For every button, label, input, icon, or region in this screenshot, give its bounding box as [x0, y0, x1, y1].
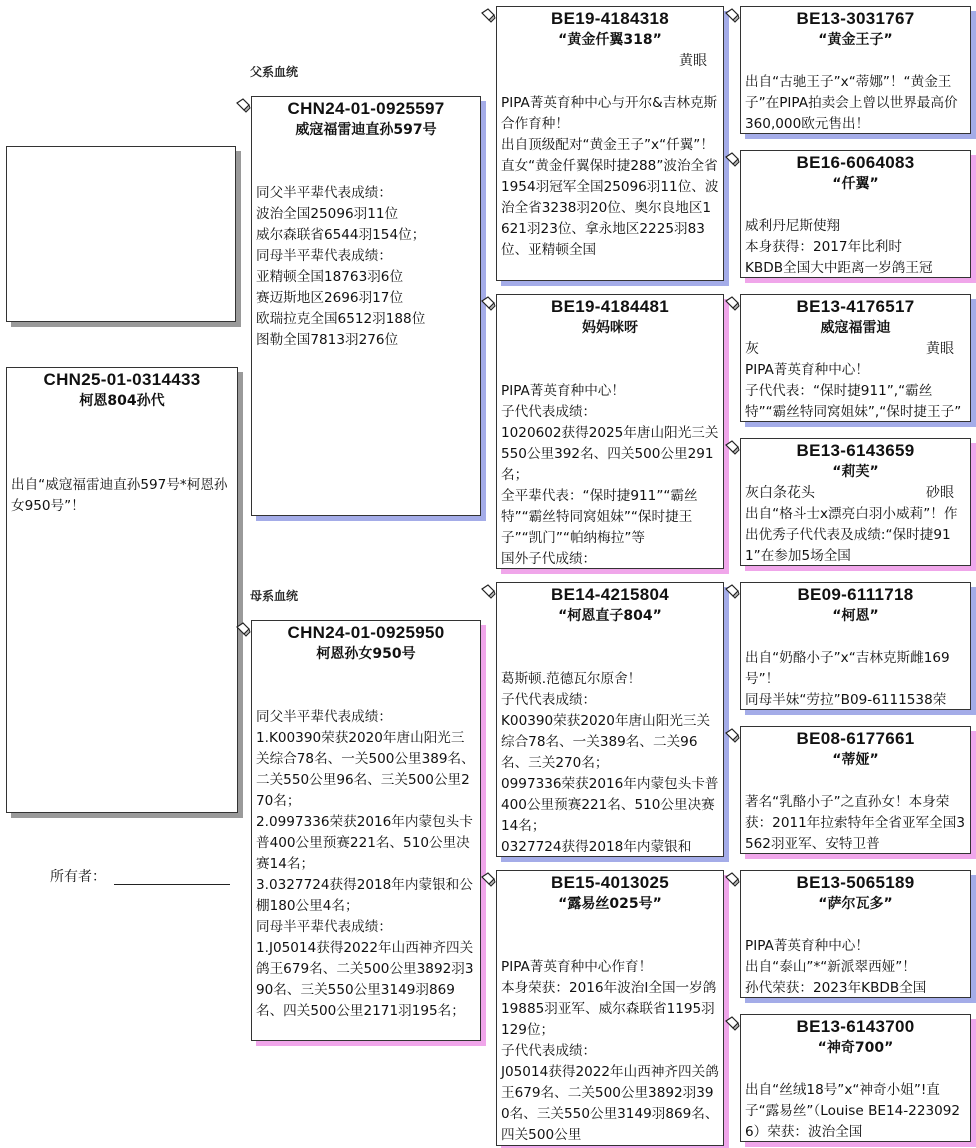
- card-notes: [256, 707, 476, 1022]
- edit-icon[interactable]: [235, 621, 251, 637]
- card-notes: [745, 216, 966, 278]
- pedigree-card-subject[interactable]: [6, 367, 238, 813]
- ring-number: BE19-4184318: [551, 9, 669, 28]
- edit-icon[interactable]: [480, 871, 496, 887]
- card-notes: [745, 1080, 966, 1142]
- pigeon-name: “黄金王子”: [818, 32, 893, 48]
- ring-number: BE08-6177661: [796, 729, 915, 748]
- note-line: 0997336荣获2016年内蒙包头卡普400公里预赛221名、510公里决赛14名；: [501, 776, 719, 834]
- ring-number: BE15-4013025: [551, 873, 669, 892]
- card-notes: [745, 360, 966, 422]
- note-line: 出自“威寇福雷迪直孙597号*柯恩孙女950号”！: [11, 477, 228, 514]
- card-notes: [11, 475, 233, 517]
- note-line: 1.J05014获得2022年山西神齐四关鸽王679名、二关500公里3892羽390名、三关550公里3149羽869名、四关500公里2171羽195名；: [256, 940, 474, 1019]
- pedigree-card-dss[interactable]: [740, 582, 971, 710]
- edit-icon[interactable]: [480, 7, 496, 23]
- pigeon-photo-placeholder: [6, 146, 236, 322]
- note-line: 子代代表成绩：: [501, 692, 597, 708]
- card-notes: [745, 504, 966, 566]
- note-line: PIPA菁英育种中心与开尔&吉林克斯合作育种！: [501, 95, 718, 132]
- pedigree-card-sss[interactable]: [740, 6, 971, 134]
- ring-number: BE16-6064083: [796, 153, 915, 172]
- note-line: 同母半平辈代表成绩：: [256, 248, 392, 264]
- edit-icon[interactable]: [724, 1015, 740, 1031]
- pigeon-name: 柯恩孙女950号: [316, 646, 416, 662]
- note-line: 0327724获得2018年内蒙银和: [501, 839, 692, 855]
- note-line: PIPA菁英育种中心！: [745, 938, 869, 954]
- pedigree-card-sdd[interactable]: [740, 438, 971, 566]
- ring-number: CHN24-01-0925950: [287, 623, 445, 642]
- note-line: 出自“格斗士x漂亮白羽小威莉”！作出优秀子代代表及成绩:“保时捷911”在参加5场全国: [745, 506, 958, 564]
- ring-number: BE09-6111718: [797, 585, 914, 604]
- pedigree-card-dam[interactable]: [251, 620, 481, 1041]
- edit-icon[interactable]: [724, 151, 740, 167]
- pedigree-card-sire[interactable]: [251, 96, 481, 516]
- pigeon-name: 柯恩804孙代: [79, 393, 165, 409]
- note-line: 2.0997336荣获2016年内蒙包头卡普400公里预赛221名、510公里决赛14名；: [256, 814, 473, 872]
- pigeon-name: “莉芙”: [832, 464, 879, 480]
- pigeon-name: “萨尔瓦多”: [818, 896, 893, 912]
- note-line: 子代代表成绩：: [501, 1043, 597, 1059]
- ring-number: BE13-4176517: [796, 297, 915, 316]
- eye-type: 黄眼: [679, 53, 707, 69]
- eye-type: 黄眼: [926, 341, 954, 357]
- note-line: PIPA菁英育种中心！: [745, 362, 869, 378]
- note-line: 直女“黄金仟翼保时捷288”波治全省1954羽冠军全国25096羽11位、波治全省3238羽20位、奥尔良地区1621羽23位、拿永地区2225羽83位、亚精顿全国: [501, 158, 719, 258]
- ring-number: CHN25-01-0314433: [43, 370, 201, 389]
- card-notes: [745, 792, 966, 854]
- note-line: K00390荣获2020年唐山阳光三关综合78名、一关389名、二关96名、三关270名；: [501, 713, 711, 771]
- pigeon-name: “柯恩直子804”: [558, 608, 662, 624]
- pigeon-name: 威寇福雷迪: [820, 320, 891, 336]
- pedigree-card-ds[interactable]: [496, 582, 724, 857]
- owner-input-line[interactable]: [114, 884, 230, 885]
- pigeon-name: “神奇700”: [817, 1040, 894, 1056]
- color-eye-row: [501, 51, 719, 72]
- pedigree-card-dsd[interactable]: [740, 726, 971, 854]
- ring-number: BE13-6143700: [796, 1017, 915, 1036]
- note-line: 孙代荣获：2023年KBDB全国: [745, 980, 927, 996]
- edit-icon[interactable]: [480, 295, 496, 311]
- pedigree-card-sd[interactable]: [496, 294, 724, 569]
- card-notes: [501, 381, 719, 569]
- color-eye-row: [745, 483, 966, 504]
- ring-number: BE13-5065189: [796, 873, 915, 892]
- note-line: 全平辈代表：“保时捷911”“霸丝特”“霸丝特同窝姐妹”“保时捷王子”“凯门”“帕纳梅拉”等: [501, 488, 698, 546]
- ring-number: CHN24-01-0925597: [287, 99, 445, 118]
- card-notes: [745, 72, 966, 134]
- note-line: 子代代表成绩：: [501, 404, 597, 420]
- note-line: 欧瑞拉克全国6512羽188位: [256, 311, 426, 327]
- ring-number: BE13-3031767: [796, 9, 915, 28]
- note-line: 同母半妹“劳拉”B09-6111538荣: [745, 692, 947, 708]
- sire-line-label: 父系血统: [250, 65, 299, 79]
- note-line: 1020602获得2025年唐山阳光三关550公里392名、四关500公里291名；: [501, 425, 719, 483]
- card-notes: [256, 183, 476, 351]
- note-line: 1.K00390荣获2020年唐山阳光三关综合78名、一关500公里389名、二关550公里96名、三关500公里270名；: [256, 730, 475, 809]
- note-line: 国外子代成绩：: [501, 551, 597, 567]
- pigeon-name: “仟翼”: [832, 176, 879, 192]
- edit-icon[interactable]: [480, 583, 496, 599]
- edit-icon[interactable]: [724, 871, 740, 887]
- note-line: 图勒全国7813羽276位: [256, 332, 399, 348]
- note-line: 出自“古驰王子”x“蒂娜”！“黄金王子”在PIPA拍卖会上曾以世界最高价360,000欧元售出！: [745, 74, 958, 132]
- note-line: PIPA菁英育种中心作育！: [501, 959, 653, 975]
- pedigree-card-ss[interactable]: [496, 6, 724, 281]
- note-line: 葛斯顿.范德瓦尔原舍！: [501, 671, 642, 687]
- color-eye-row: [745, 339, 966, 360]
- dam-line-label: 母系血统: [250, 589, 299, 603]
- pigeon-name: 威寇福雷迪直孙597号: [295, 122, 437, 138]
- note-line: 本身获得：2017年比利时: [745, 239, 902, 255]
- edit-icon[interactable]: [724, 295, 740, 311]
- note-line: 出自顶级配对“黄金王子”x“仟翼”！: [501, 137, 714, 153]
- note-line: KBDB全国大中距离一岁鸽王冠: [745, 260, 933, 276]
- edit-icon[interactable]: [724, 583, 740, 599]
- pedigree-card-dd[interactable]: [496, 870, 724, 1146]
- note-line: 出自“丝绒18号”x“神奇小姐”!直子“露易丝”（Louise BE14-2230926）荣获：波治全国: [745, 1082, 961, 1140]
- note-line: 波治全国25096羽11位: [256, 206, 399, 222]
- owner-label: 所有者：: [50, 869, 106, 885]
- pedigree-card-ddd[interactable]: [740, 1014, 971, 1142]
- eye-type: 砂眼: [926, 485, 954, 501]
- note-line: 同父半平辈代表成绩：: [256, 709, 392, 725]
- pigeon-name: “露易丝025号”: [558, 896, 662, 912]
- note-line: 出自“奶酪小子”x“吉林克斯雌169号”！: [745, 650, 950, 687]
- note-line: 亚精顿全国18763羽6位: [256, 269, 404, 285]
- pedigree-card-dds[interactable]: [740, 870, 971, 998]
- card-notes: [501, 93, 719, 261]
- note-line: PIPA菁英育种中心！: [501, 383, 625, 399]
- note-line: 威利丹尼斯使翔: [745, 218, 841, 234]
- note-line: 同母半平辈代表成绩：: [256, 919, 392, 935]
- feather-color: 灰: [745, 341, 759, 357]
- card-notes: [745, 648, 966, 710]
- ring-number: BE14-4215804: [551, 585, 669, 604]
- edit-icon[interactable]: [235, 97, 251, 113]
- note-line: J05014获得2022年山西神齐四关鸽王679名、二关500公里3892羽390名、三关550公里3149羽869名、四关500公里: [501, 1064, 719, 1143]
- ring-number: BE13-6143659: [796, 441, 915, 460]
- note-line: 3.0327724获得2018年内蒙银和公棚180公里4名；: [256, 877, 473, 914]
- note-line: 威尔森联省6544羽154位；: [256, 227, 426, 243]
- ring-number: BE19-4184481: [551, 297, 669, 316]
- note-line: 子代代表：“保时捷911”,“霸丝特”“霸丝特同窝姐妹”,“保时捷王子”: [745, 383, 962, 420]
- feather-color: 灰白条花头: [745, 485, 815, 501]
- pigeon-name: “蒂娅”: [832, 752, 879, 768]
- pedigree-card-ssd[interactable]: [740, 150, 971, 278]
- card-notes: [745, 936, 966, 998]
- edit-icon[interactable]: [724, 727, 740, 743]
- edit-icon[interactable]: [724, 7, 740, 23]
- pedigree-card-sds[interactable]: [740, 294, 971, 422]
- note-line: 本身荣获：2016年波治I全国一岁鸽19885羽亚军、威尔森联省1195羽129位；: [501, 980, 717, 1038]
- note-line: 同父半平辈代表成绩：: [256, 185, 392, 201]
- pigeon-name: “黄金仟翼318”: [558, 32, 662, 48]
- pigeon-name: “柯恩”: [832, 608, 879, 624]
- pigeon-name: 妈妈咪呀: [582, 320, 638, 336]
- edit-icon[interactable]: [724, 439, 740, 455]
- note-line: 赛迈斯地区2696羽17位: [256, 290, 404, 306]
- card-notes: [501, 957, 719, 1146]
- note-line: 著名“乳酪小子”之直孙女！本身荣获：2011年拉索特年全省亚军全国3562羽亚军、安特卫普: [745, 794, 965, 852]
- note-line: 出自“泰山”*“新派翠西娅”！: [745, 959, 916, 975]
- card-notes: [501, 669, 719, 857]
